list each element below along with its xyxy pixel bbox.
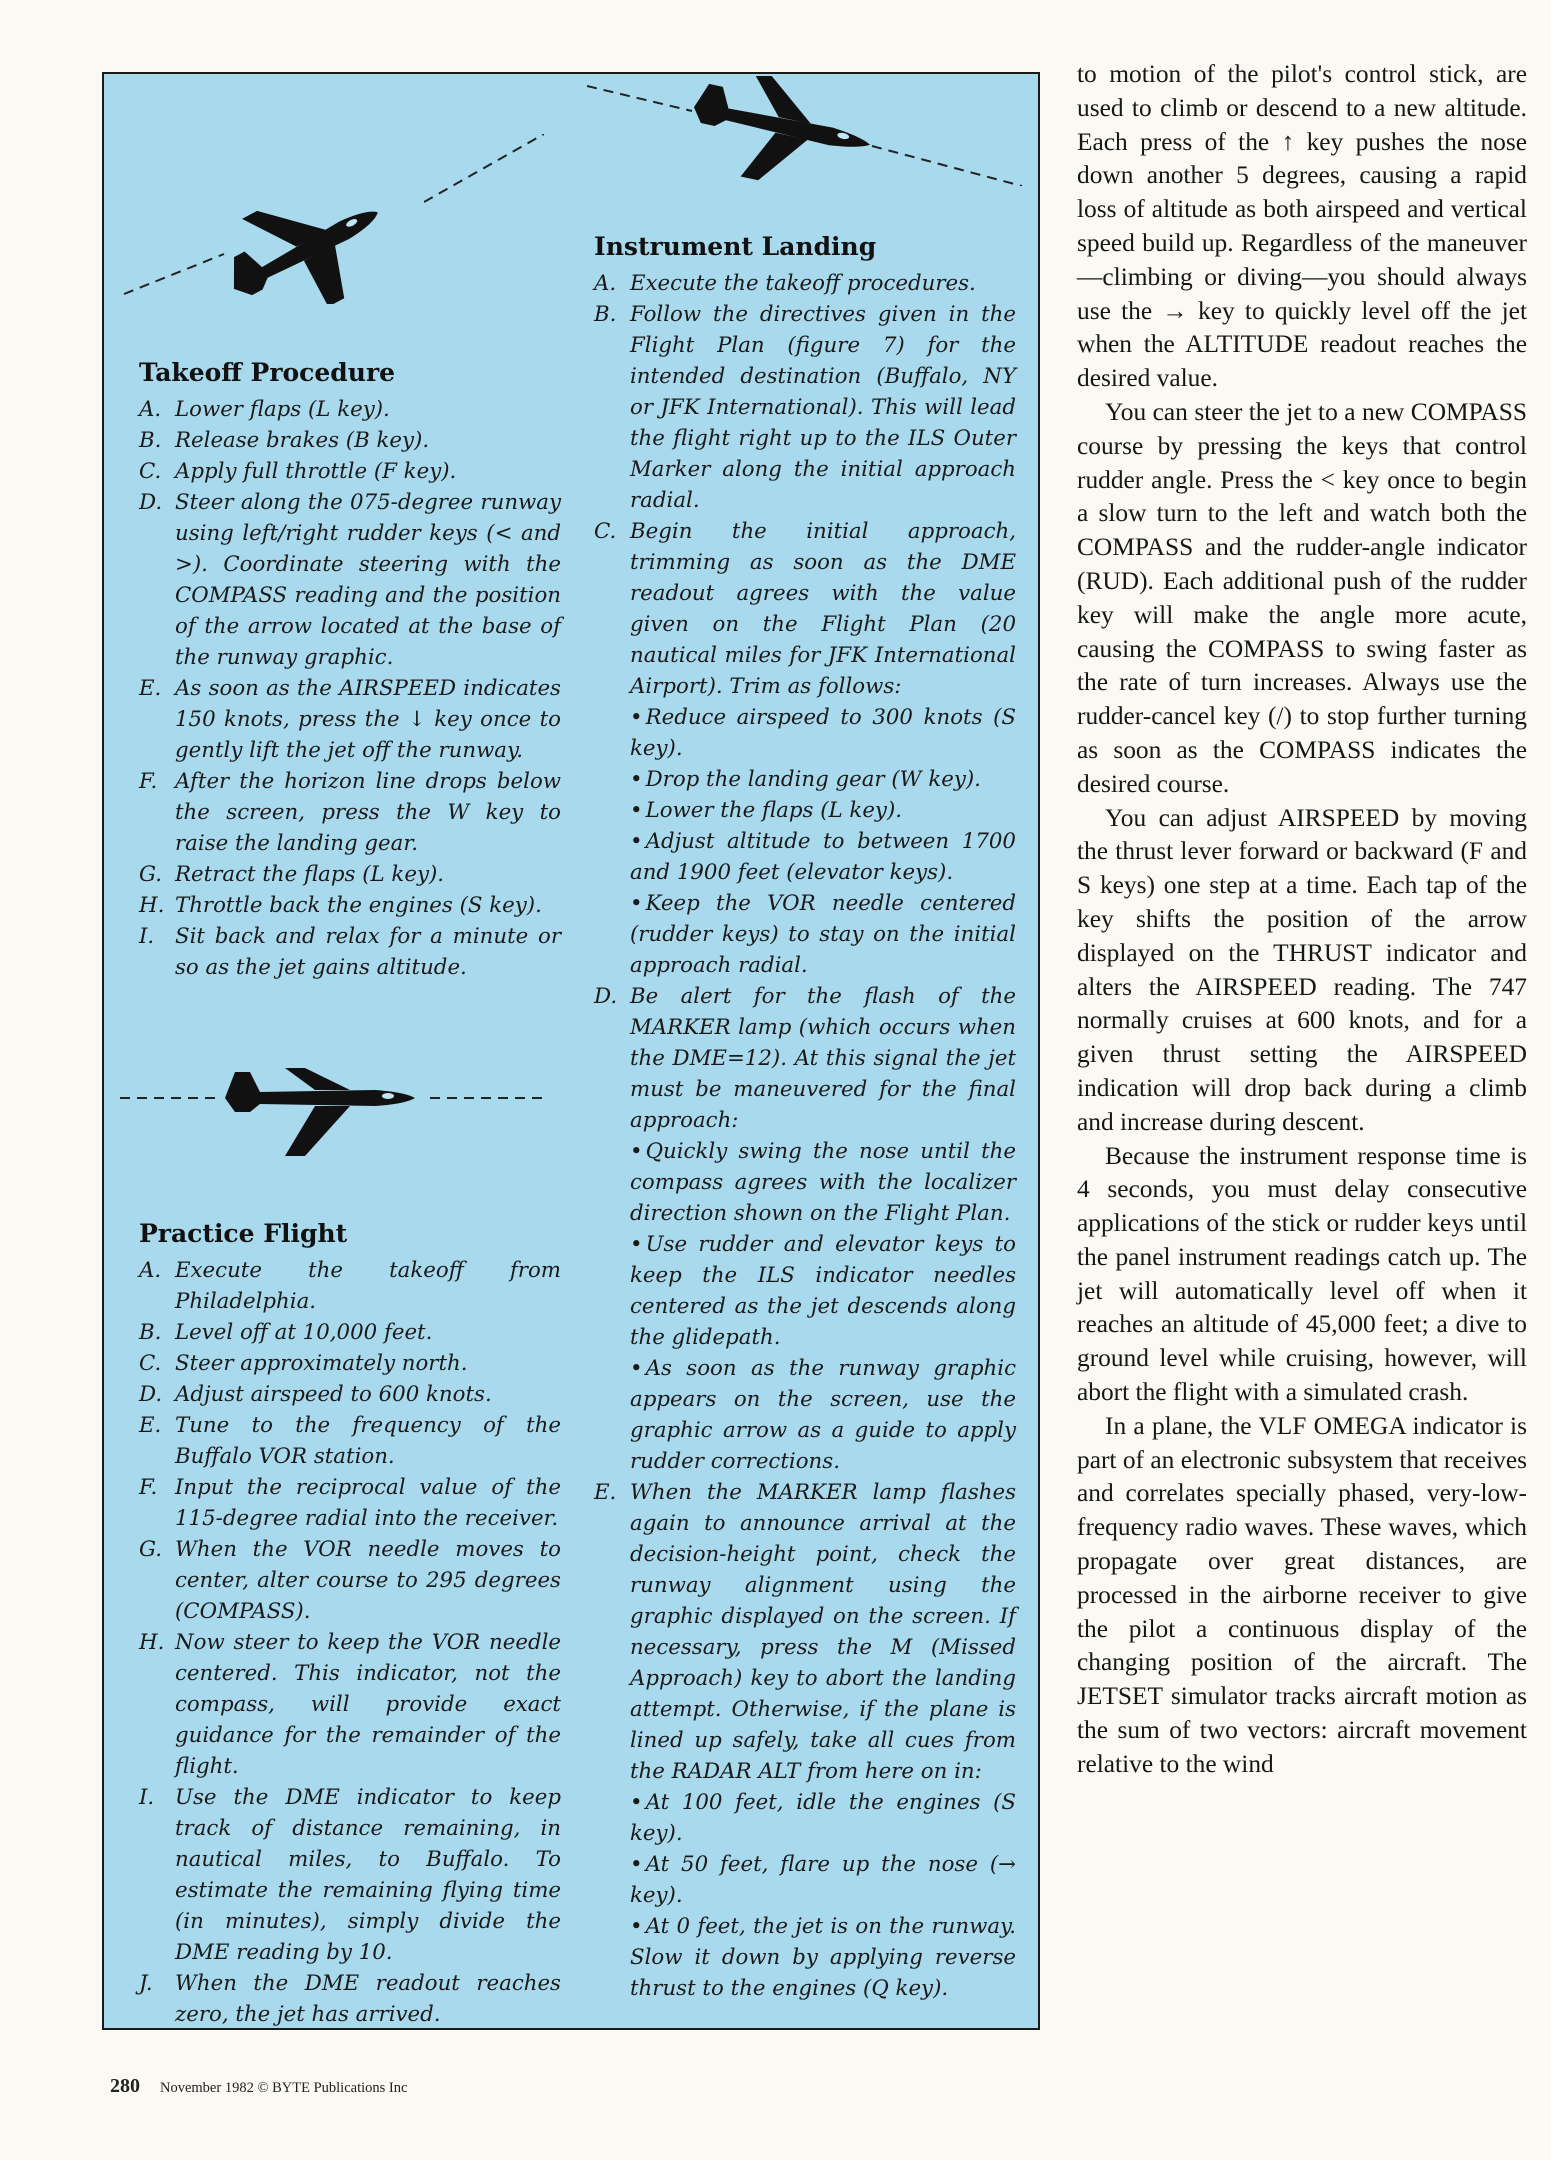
list-item: I. Sit back and relax for a minute or so as the jet gains altitude. bbox=[139, 924, 561, 980]
jet-practice-icon bbox=[120, 1064, 550, 1174]
list-item: D. Be alert for the flash of the MARKER lamp (which occurs when the DME=12). At this signal the jet must be maneuvered for the final approach: bbox=[594, 984, 1016, 1133]
practice-list bbox=[139, 1255, 561, 2030]
list-item: H. Throttle back the engines (S key). bbox=[139, 893, 542, 918]
bullet-item: • Use rudder and elevator keys to keep the ILS indicator needles centered as the jet descends along the glidepath. bbox=[594, 1229, 1016, 1353]
sidebar-box bbox=[102, 72, 1040, 2030]
list-item: J. When the DME readout reaches zero, the jet has arrived. bbox=[139, 1971, 561, 2027]
bullet-item: • Quickly swing the nose until the compass agrees with the localizer direction shown on the Flight Plan. bbox=[594, 1136, 1016, 1229]
landing-heading: Instrument Landing bbox=[594, 232, 877, 261]
list-item: C. Apply full throttle (F key). bbox=[139, 459, 457, 484]
list-item: D. Steer along the 075-degree runway using left/right rudder keys (< and >). Coordinate steering with the COMPASS reading and the position of the arrow located at the base of the runway graphic. bbox=[139, 490, 561, 670]
list-item: A. Execute the takeoff procedures. bbox=[594, 271, 976, 296]
page-number: 280 bbox=[110, 2075, 140, 2097]
bullet-item: • At 100 feet, idle the engines (S key). bbox=[594, 1787, 1016, 1849]
paragraph: You can steer the jet to a new COMPASS course by pressing the keys that control rudder angle. Press the < key once to begin a slow turn to the left and watch both the COMPASS and the rudder-angle indicator (RUD). Each additional push of the rudder key will make the angle more acute, causing the COMPASS to swing faster as the rate of turn increases. Always use the rudder-cancel key (/) to stop further turning as soon as the COMPASS indicates the desired course. bbox=[1077, 397, 1527, 798]
list-item: H. Now steer to keep the VOR needle centered. This indicator, not the compass, will provide exact guidance for the remainder of the flight. bbox=[139, 1630, 561, 1779]
landing-list bbox=[594, 268, 1016, 2004]
list-item: B. Level off at 10,000 feet. bbox=[139, 1320, 433, 1345]
list-item: E. Tune to the frequency of the Buffalo VOR station. bbox=[139, 1413, 561, 1469]
list-item: E. As soon as the AIRSPEED indicates 150 knots, press the ↓ key once to gently lift the jet off the runway. bbox=[139, 676, 561, 763]
paragraph: Because the instrument response time is 4 seconds, you must delay consecutive applications of the stick or rudder keys until the panel instrument readings catch up. The jet will automatically level off when it reaches an altitude of 45,000 feet; a dive to ground level while cruising, however, will abort the flight with a simulated crash. bbox=[1077, 1141, 1527, 1407]
paragraph: In a plane, the VLF OMEGA indicator is part of an electronic subsystem that receives and correlates specially phased, very-low-frequency radio waves. These waves, which propagate over great distances, are processed in the airborne receiver to give the pilot a continuous display of the changing position of the aircraft. The JETSET simulator tracks aircraft motion as the sum of two vectors: aircraft movement relative to the wind bbox=[1077, 1411, 1527, 1778]
list-item: A. Lower flaps (L key). bbox=[139, 397, 390, 422]
article-column bbox=[1077, 58, 1527, 1782]
flight-path-dashes-icon bbox=[424, 134, 544, 204]
page-footer bbox=[110, 2075, 407, 2098]
jet-takeoff-icon bbox=[94, 174, 424, 304]
paragraph: You can adjust AIRSPEED by moving the thrust lever forward or backward (F and S keys) one step at a time. Each tap of the key shifts the position of the arrow displayed on the THRUST indicator and alters the AIRSPEED reading. The 747 normally cruises at 600 knots, and for a given thrust setting the AIRSPEED indication will drop back during a climb and increase during descent. bbox=[1077, 803, 1527, 1136]
list-item: C. Begin the initial approach, trimming as soon as the DME readout agrees with the value given on the Flight Plan (20 nautical miles for JFK International Airport). Trim as follows: bbox=[594, 519, 1016, 699]
bullet-item: • Lower the flaps (L key). bbox=[594, 795, 1016, 826]
practice-heading: Practice Flight bbox=[139, 1219, 348, 1248]
list-item: B. Release brakes (B key). bbox=[139, 428, 430, 453]
takeoff-heading: Takeoff Procedure bbox=[139, 358, 396, 387]
list-item: E. When the MARKER lamp flashes again to announce arrival at the decision-height point, check the runway alignment using the graphic displayed on the screen. If necessary, press the M (Missed Approach) key to abort the landing attempt. Otherwise, if the plane is lined up safely, take all cues from the RADAR ALT from here on in: bbox=[594, 1480, 1016, 1784]
list-item: F. Input the reciprocal value of the 115-degree radial into the receiver. bbox=[139, 1475, 561, 1531]
bullet-item: • As soon as the runway graphic appears on the screen, use the graphic arrow as a guide to apply rudder corrections. bbox=[594, 1353, 1016, 1477]
list-item: D. Adjust airspeed to 600 knots. bbox=[139, 1382, 492, 1407]
list-item: F. After the horizon line drops below the screen, press the W key to raise the landing gear. bbox=[139, 769, 561, 856]
paragraph: to motion of the pilot's control stick, are used to climb or descend to a new altitude. Each press of the ↑ key pushes the nose down another 5 degrees, causing a rapid loss of altitude as both airspeed and vertical speed build up. Regardless of the maneuver—climbing or diving—you should always use the → key to quickly level off the jet when the ALTITUDE readout reaches the desired value. bbox=[1077, 60, 1527, 393]
bullet-item: • At 50 feet, flare up the nose (→ key). bbox=[594, 1849, 1016, 1911]
takeoff-list bbox=[139, 394, 561, 983]
list-item: G. When the VOR needle moves to center, alter course to 295 degrees (COMPASS). bbox=[139, 1537, 561, 1624]
jet-landing-icon bbox=[582, 76, 1042, 186]
list-item: G. Retract the flaps (L key). bbox=[139, 862, 445, 887]
bullet-item: • Keep the VOR needle centered (rudder keys) to stay on the initial approach radial. bbox=[594, 888, 1016, 981]
list-item: C. Steer approximately north. bbox=[139, 1351, 468, 1376]
bullet-item: • At 0 feet, the jet is on the runway. Slow it down by applying reverse thrust to the engines (Q key). bbox=[594, 1911, 1016, 2004]
list-item: I. Use the DME indicator to keep track of distance remaining, in nautical miles, to Buffalo. To estimate the remaining flying time (in minutes), simply divide the DME reading by 10. bbox=[139, 1785, 561, 1965]
list-item: B. Follow the directives given in the Flight Plan (figure 7) for the intended destination (Buffalo, NY or JFK International). This will lead the flight right up to the ILS Outer Marker along the initial approach radial. bbox=[594, 302, 1016, 513]
bullet-item: • Drop the landing gear (W key). bbox=[594, 764, 1016, 795]
list-item: A. Execute the takeoff from Philadelphia. bbox=[139, 1258, 561, 1314]
bullet-item: • Reduce airspeed to 300 knots (S key). bbox=[594, 702, 1016, 764]
bullet-item: • Adjust altitude to between 1700 and 1900 feet (elevator keys). bbox=[594, 826, 1016, 888]
publication-credit: November 1982 © BYTE Publications Inc bbox=[160, 2080, 408, 2096]
